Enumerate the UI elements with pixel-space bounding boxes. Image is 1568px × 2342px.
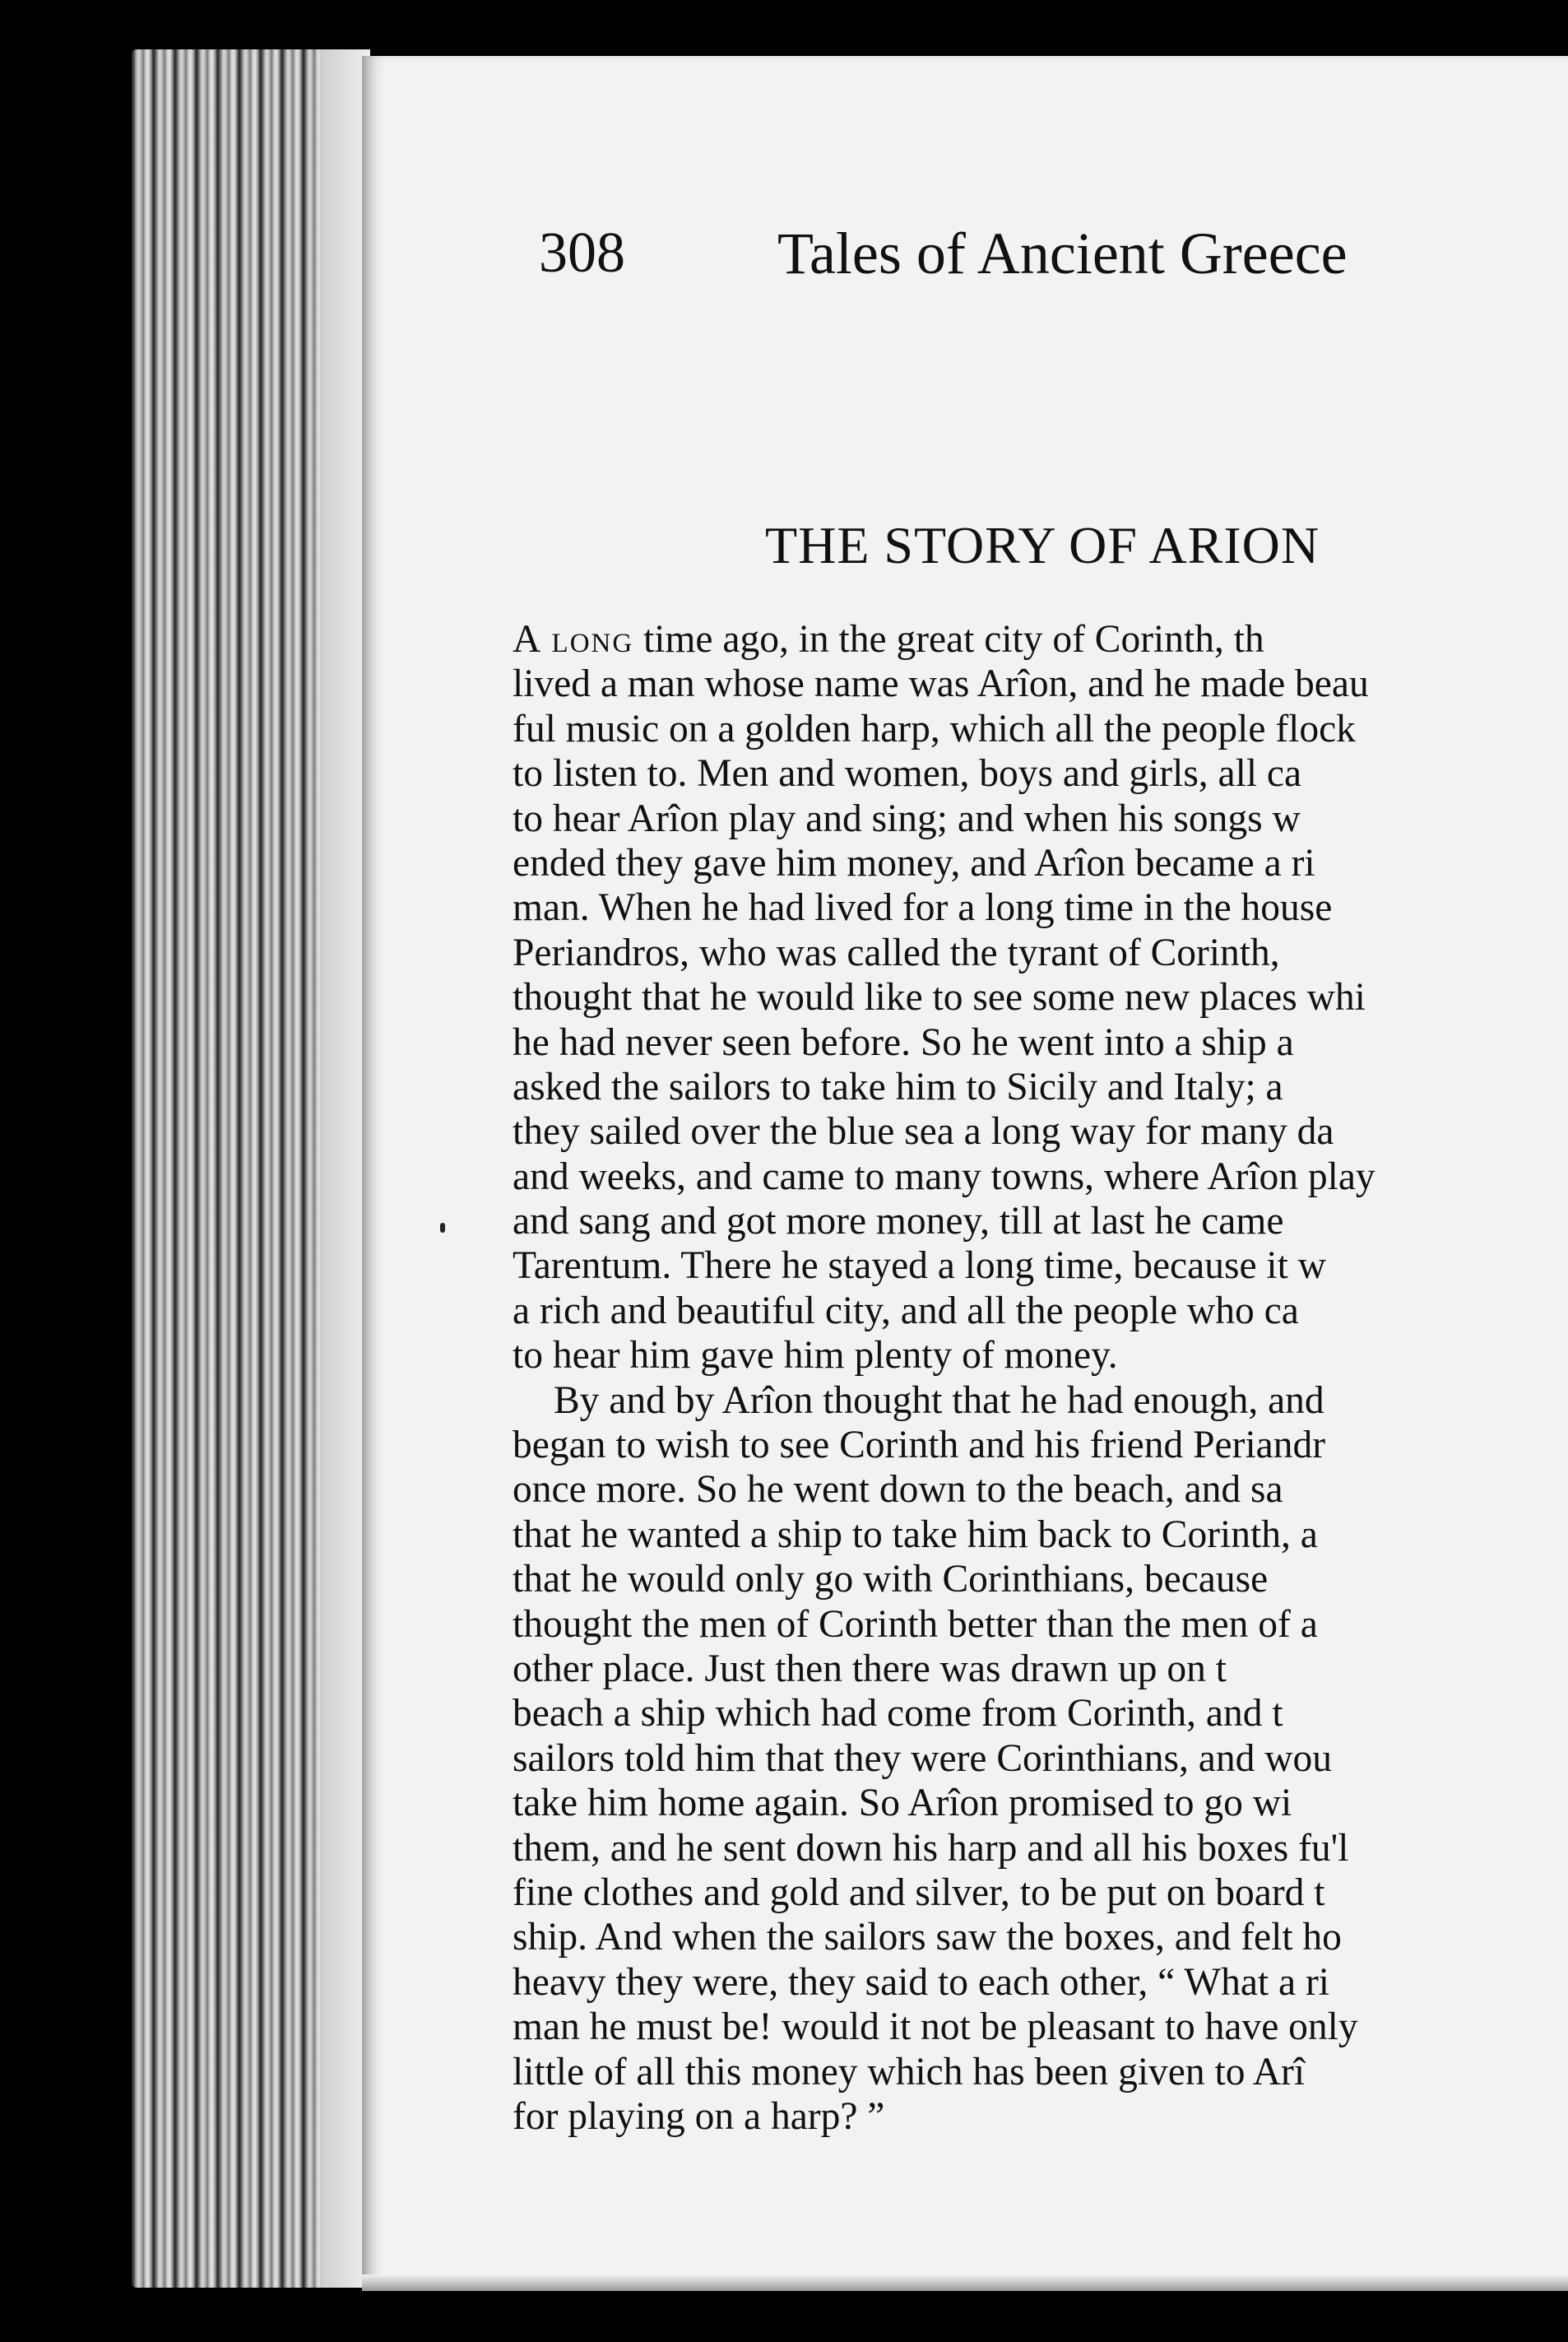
text-line: lived a man whose name was Arîon, and he made beau <box>513 662 1369 706</box>
text-line-rest: time ago, in the great city of Corinth, th <box>633 618 1264 661</box>
text-line: a rich and beautiful city, and all the people who ca <box>513 1289 1299 1332</box>
text-line: other place. Just then there was drawn up on t <box>513 1647 1227 1690</box>
opening-word: A long <box>513 618 634 661</box>
text-line <box>513 617 1568 662</box>
story-body <box>513 617 1568 2139</box>
text-line: them, and he sent down his harp and all his boxes fu'l <box>513 1826 1349 1870</box>
text-line: for playing on a harp? ” <box>513 2094 885 2138</box>
book-title: Tales of Ancient Greece <box>777 221 1348 286</box>
text-line: that he would only go with Corinthians, because <box>513 1558 1269 1601</box>
text-line: that he wanted a ship to take him back to Corinth, a <box>513 1513 1318 1556</box>
text-line: man he must be! would it not be pleasant to have only <box>513 2005 1358 2049</box>
page-bottom-edge <box>362 2275 1568 2291</box>
text-line: Tarentum. There he stayed a long time, because it w <box>513 1244 1326 1288</box>
text-line: to listen to. Men and women, boys and girls, all ca <box>513 752 1302 796</box>
story-title: THE STORY OF ARION <box>765 516 1320 574</box>
text-line: to hear Arîon play and sing; and when his songs w <box>513 797 1301 840</box>
book-page <box>362 56 1568 2291</box>
text-line: and sang and got more money, till at last he came <box>513 1200 1284 1243</box>
text-line: asked the sailors to take him to Sicily and Italy; a <box>513 1065 1283 1108</box>
text-line: he had never seen before. So he went into a ship a <box>513 1020 1294 1064</box>
text-line: beach a ship which had come from Corinth, and t <box>513 1692 1283 1736</box>
text-line: ship. And when the sailors saw the boxes, and felt ho <box>513 1916 1342 1959</box>
text-line: man. When he had lived for a long time in the house <box>513 886 1333 930</box>
text-line: take him home again. So Arîon promised to go wi <box>513 1782 1292 1825</box>
text-line: once more. So he went down to the beach, and sa <box>513 1468 1283 1512</box>
text-line: thought the men of Corinth better than the men of a <box>513 1602 1318 1646</box>
text-line: thought that he would like to see some new places whi <box>513 976 1366 1020</box>
margin-mark <box>440 1223 445 1233</box>
text-line: fine clothes and gold and silver, to be put on board t <box>513 1870 1325 1914</box>
text-line: By and by Arîon thought that he had enough, and <box>554 1378 1324 1422</box>
text-line: began to wish to see Corinth and his friend Periandr <box>513 1424 1326 1467</box>
text-line: to hear him gave him plenty of money. <box>513 1334 1118 1378</box>
page-edges <box>132 49 370 2288</box>
page-number: 308 <box>539 221 625 285</box>
text-line: sailors told him that they were Corinthians, and wou <box>513 1736 1333 1780</box>
text-line: ended they gave him money, and Arîon became a ri <box>513 841 1315 885</box>
text-line: and weeks, and came to many towns, where Arîon play <box>513 1155 1375 1198</box>
text-line: ful music on a golden harp, which all the people flock <box>513 707 1356 750</box>
text-line: they sailed over the blue sea a long way for many da <box>513 1110 1334 1154</box>
text-line: heavy they were, they said to each other, “ What a ri <box>513 1960 1329 2004</box>
running-head <box>539 208 1568 299</box>
text-line: little of all this money which has been given to Arî <box>513 2050 1306 2093</box>
text-line: Periandros, who was called the tyrant of Corinth, <box>513 931 1280 974</box>
